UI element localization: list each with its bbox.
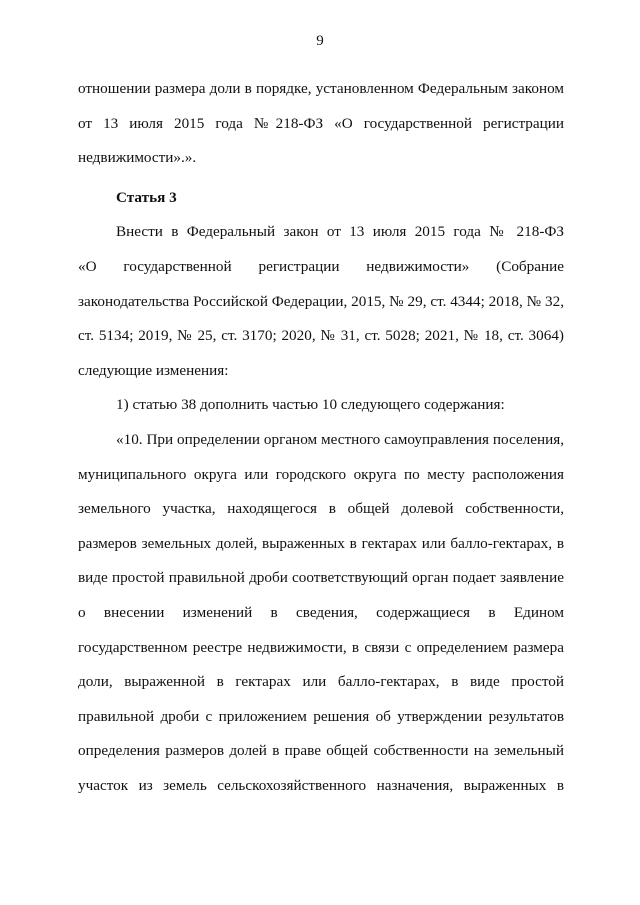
page-number: 9 <box>316 33 324 49</box>
paragraph-line: правильной дроби с приложением решения об утверждении результатов <box>78 707 564 725</box>
paragraph-line: муниципального округа или городского округа по месту расположения <box>78 465 564 483</box>
paragraph-line: недвижимости».». <box>78 149 197 167</box>
text-body <box>78 72 564 803</box>
article-heading: Статья 3 <box>116 188 177 206</box>
paragraph-line: от 13 июля 2015 года №218-ФЗ «О государственной регистрации <box>78 114 564 132</box>
paragraph-line: размеров земельных долей, выраженных в гектарах или балло-гектарах, в <box>78 534 564 552</box>
paragraph-line: законодательства Российской Федерации, 2015, № 29, ст. 4344; 2018, № 32, <box>78 292 564 310</box>
paragraph-line: государственном реестре недвижимости, в связи с определением размера <box>78 638 564 656</box>
paragraph-line: следующие изменения: <box>78 361 229 379</box>
paragraph-line: о внесении изменений в сведения, содержащиеся в Едином <box>78 603 564 621</box>
paragraph-line: Внести в Федеральный закон от 13 июля 2015 года № 218-ФЗ <box>116 223 564 241</box>
paragraph-line: виде простой правильной дроби соответствующий орган подает заявление <box>78 569 564 587</box>
paragraph-line: земельного участка, находящегося в общей долевой собственности, <box>78 500 564 518</box>
paragraph-line: «О государственной регистрации недвижимости» (Собрание <box>78 257 564 275</box>
list-item: 1) статью 38 дополнить частью 10 следующего содержания: <box>116 396 505 414</box>
paragraph-line: доли, выраженной в гектарах или балло-гектарах, в виде простой <box>78 673 564 691</box>
paragraph-line: отношении размера доли в порядке, установленном Федеральным законом <box>78 80 564 97</box>
paragraph-line: участок из земель сельскохозяйственного назначения, выраженных в <box>78 776 564 794</box>
paragraph-line: определения размеров долей в праве общей собственности на земельный <box>78 742 564 760</box>
paragraph-line: ст. 5134; 2019, № 25, ст. 3170; 2020, № 31, ст. 5028; 2021, № 18, ст. 3064) <box>78 327 564 345</box>
paragraph-line: «10. При определении органом местного самоуправления поселения, <box>116 430 564 448</box>
